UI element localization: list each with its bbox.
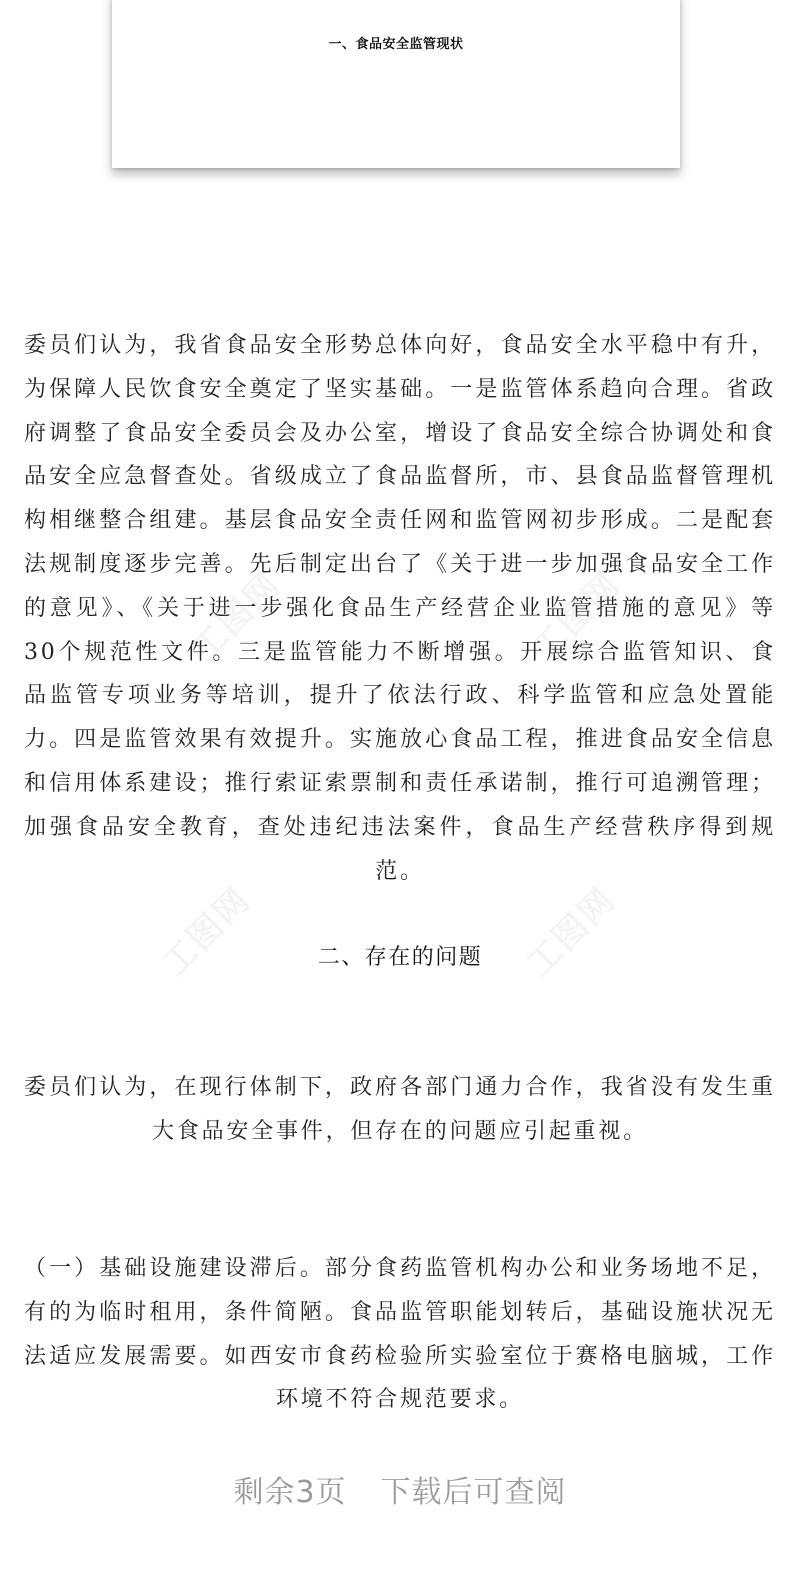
download-prompt-label: 下载后可查阅 — [380, 1475, 567, 1510]
document-page-preview-card — [112, 0, 680, 168]
paragraph-infrastructure-lag: （一）基础设施建设滞后。部分食药监管机构办公和业务场地不足，有的为临时租用，条件简陋。食品监管职能划转后，基础设施状况无法适应发展需要。如西安市食药检验所实验室位于赛格电脑城，工作环境不符合规范要求。 — [24, 1256, 776, 1413]
paragraph-problems-intro: 委员们认为，在现行体制下，政府各部门通力合作，我省没有发生重大食品安全事件，但存在的问题应引起重视。 — [24, 1075, 776, 1144]
watermark-logo: 工图网 — [184, 564, 289, 670]
watermark-logo: 工图网 — [154, 879, 259, 985]
download-more-banner[interactable] — [0, 1467, 800, 1511]
remaining-pages-label: 剩余3页 — [233, 1475, 347, 1510]
section-heading-problems: 二、存在的问题 — [317, 945, 483, 970]
watermark-logo: 工图网 — [519, 879, 624, 985]
card-section-title: 一、食品安全监管现状 — [328, 37, 464, 52]
watermark-logo: 工图网 — [524, 564, 629, 670]
paragraph-supervision-status: 委员们认为，我省食品安全形势总体向好，食品安全水平稳中有升，为保障人民饮食安全奠定了坚实基础。一是监管体系趋向合理。省政府调整了食品安全委员会及办公室，增设了食品安全综合协调处和食品安全应急督查处。省级成立了食品监督所，市、县食品监督管理机构相继整合组建。基层食品安全责任网和监管网初步形成。二是配套法规制度逐步完善。先后制定出台了《关于进一步加强食品安全工作的意见》、《关于进一步强化食品生产经营企业监管措施的意见》等30个规范性文件。三是监管能力不断增强。开展综合监管知识、食品监管专项业务等培训，提升了依法行政、科学监管和应急处置能力。四是监管效果有效提升。实施放心食品工程，推进食品安全信息和信用体系建设；推行索证索票制和责任承诺制，推行可追溯管理；加强食品安全教育，查处违纪违法案件，食品生产经营秩序得到规范。 — [24, 333, 776, 884]
